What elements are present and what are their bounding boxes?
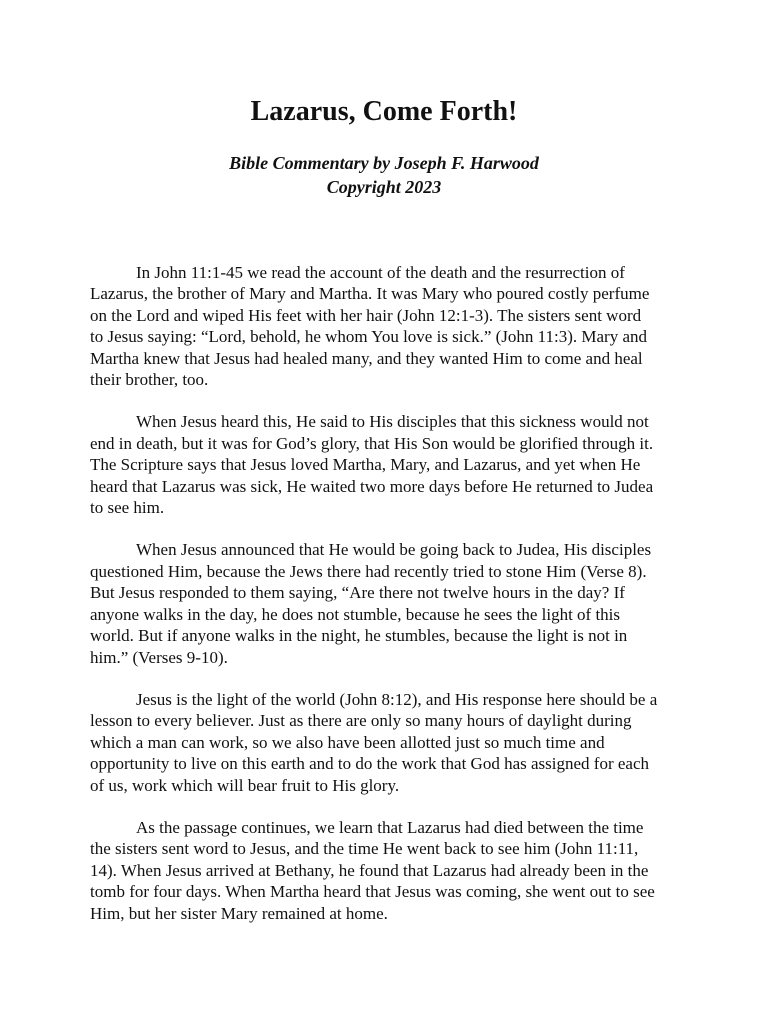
copyright-line: Copyright 2023	[326, 177, 442, 197]
text-line: which a man can work, so we also have been allotted just so much time and	[90, 732, 605, 752]
text-line: 14). When Jesus arrived at Bethany, he found that Lazarus had already been in the	[90, 860, 649, 880]
document-body	[90, 262, 684, 945]
paragraph	[90, 262, 684, 390]
text-line: But Jesus responded to them saying, “Are there not twelve hours in the day? If	[90, 583, 625, 603]
paragraph	[90, 817, 684, 924]
text-line: The Scripture says that Jesus loved Martha, Mary, and Lazarus, and yet when He	[90, 455, 641, 475]
paragraph	[90, 411, 684, 518]
text-line: the sisters sent word to Jesus, and the time He went back to see him (John 11:11,	[90, 839, 639, 859]
text-line: on the Lord and wiped His feet with her hair (John 12:1-3). The sisters sent word	[90, 305, 642, 325]
text-line: opportunity to live on this earth and to do the work that God has assigned for each	[90, 754, 649, 774]
text-line: In John 11:1-45 we read the account of the death and the resurrection of	[136, 263, 625, 282]
text-line: world. But if anyone walks in the night, he stumbles, because the light is not in	[90, 626, 628, 646]
text-line: end in death, but it was for God’s glory, that His Son would be glorified through it.	[90, 433, 654, 453]
text-line: him.” (Verses 9-10).	[90, 647, 228, 667]
paragraph	[90, 689, 684, 796]
text-line: lesson to every believer. Just as there are only so many hours of daylight during	[90, 711, 632, 731]
text-line: of us, work which will bear fruit to His glory.	[90, 775, 400, 795]
text-line: Jesus is the light of the world (John 8:12), and His response here should be a	[136, 689, 658, 709]
document-title: Lazarus, Come Forth!	[250, 96, 518, 127]
text-line: tomb for four days. When Martha heard that Jesus was coming, she went out to see	[90, 882, 655, 902]
text-line: As the passage continues, we learn that Lazarus had died between the time	[136, 817, 644, 837]
text-line: Lazarus, the brother of Mary and Martha. It was Mary who poured costly perfume	[90, 284, 650, 304]
text-line: questioned Him, because the Jews there had recently tried to stone Him (Verse 8).	[90, 561, 647, 581]
text-line: When Jesus heard this, He said to His disciples that this sickness would not	[136, 412, 649, 432]
text-line: anyone walks in the day, he does not stumble, because he sees the light of this	[90, 604, 621, 624]
author-line: Bible Commentary by Joseph F. Harwood	[229, 153, 539, 173]
text-line: When Jesus announced that He would be going back to Judea, His disciples	[136, 540, 652, 560]
text-line: Him, but her sister Mary remained at home.	[90, 903, 388, 923]
text-line: Martha knew that Jesus had healed many, and they wanted Him to come and heal	[90, 348, 643, 368]
text-line: to see him.	[90, 498, 165, 518]
text-line: heard that Lazarus was sick, He waited two more days before He returned to Judea	[90, 476, 654, 496]
text-line: their brother, too.	[90, 370, 209, 390]
text-line: to Jesus saying: “Lord, behold, he whom You love is sick.” (John 11:3). Mary and	[90, 327, 648, 347]
paragraph	[90, 539, 684, 667]
